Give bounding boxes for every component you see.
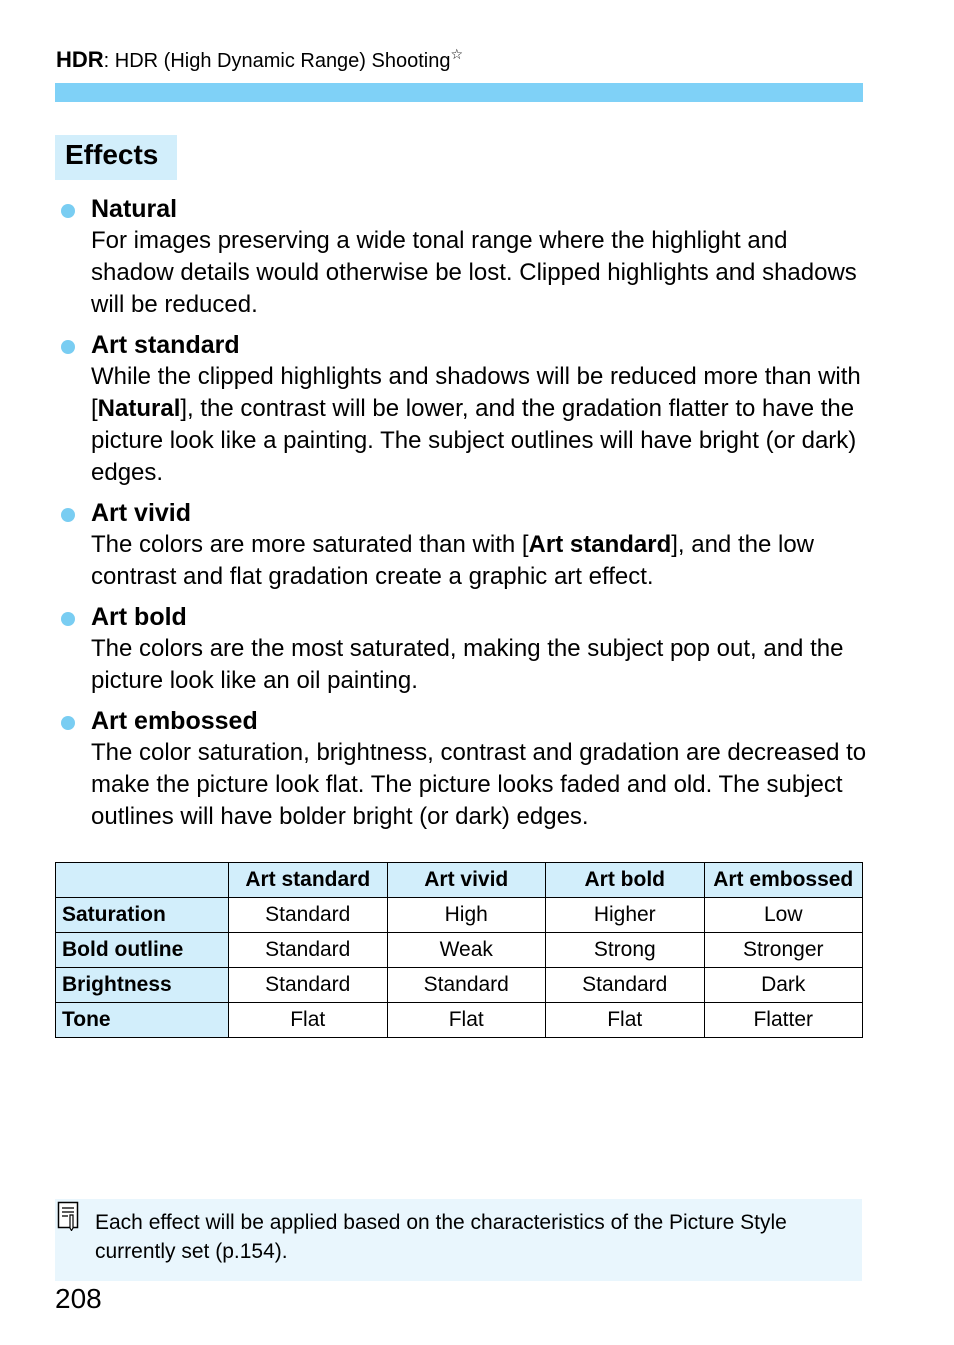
table-cell: Flatter [704, 1003, 863, 1038]
bullet-icon [61, 612, 75, 626]
section-title: Effects [55, 135, 177, 180]
effect-reference: Natural [97, 395, 181, 422]
bullet-icon [61, 340, 75, 354]
table-row-header: Bold outline [56, 933, 229, 968]
effect-item [58, 193, 868, 321]
effect-item [58, 497, 868, 593]
effect-item [58, 601, 868, 697]
table-column-header: Art vivid [387, 863, 546, 898]
table-column-header: Art bold [546, 863, 705, 898]
effect-text: The colors are more saturated than with [ [91, 531, 529, 558]
effect-name: Art standard [91, 331, 240, 359]
table-row [56, 933, 863, 968]
effect-item [58, 705, 868, 833]
table-row-header: Tone [56, 1003, 229, 1038]
table-cell: Standard [546, 968, 705, 1003]
effect-description [58, 633, 868, 697]
effect-description [58, 529, 868, 593]
bullet-icon [61, 508, 75, 522]
effect-text: The color saturation, brightness, contrast and gradation are decreased to make the picture look flat. The picture looks faded and old. The subject outlines will have bolder bright (or dark) edges. [91, 739, 867, 830]
table-row-header: Saturation [56, 898, 229, 933]
hdr-mode-label: HDR [56, 47, 104, 72]
effects-list [58, 193, 868, 841]
effect-name: Art bold [91, 603, 187, 631]
memo-icon [57, 1201, 79, 1231]
table-cell: Standard [229, 898, 388, 933]
table-cell: High [387, 898, 546, 933]
table-cell: Higher [546, 898, 705, 933]
effect-title [58, 329, 868, 361]
note-text: Each effect will be applied based on the characteristics of the Picture Style currently set (p.154). [95, 1211, 787, 1263]
table-row [56, 968, 863, 1003]
effect-text: The colors are the most saturated, making the subject pop out, and the picture look like an oil painting. [91, 635, 844, 694]
effect-text: ], the contrast will be lower, and the gradation flatter to have the picture look like a painting. The subject outlines will have bright (or dark) edges. [91, 395, 857, 486]
table-column-header: Art standard [229, 863, 388, 898]
effect-title [58, 193, 868, 225]
effects-table [55, 862, 863, 1038]
page-number: 208 [55, 1283, 102, 1314]
table-cell: Dark [704, 968, 863, 1003]
effect-name: Natural [91, 195, 178, 223]
header-accent-bar [55, 83, 863, 102]
effect-title [58, 601, 868, 633]
table-cell: Flat [387, 1003, 546, 1038]
table-cell: Low [704, 898, 863, 933]
table-header-row [56, 863, 863, 898]
effect-description [58, 225, 868, 321]
table-cell: Standard [229, 968, 388, 1003]
effect-name: Art vivid [91, 499, 192, 527]
table-cell: Strong [546, 933, 705, 968]
table-row [56, 1003, 863, 1038]
star-icon: ☆ [450, 46, 464, 62]
table-row-header: Brightness [56, 968, 229, 1003]
bullet-icon [61, 204, 75, 218]
table-column-header: Art embossed [704, 863, 863, 898]
table-cell: Flat [546, 1003, 705, 1038]
table-cell: Standard [387, 968, 546, 1003]
effect-title [58, 497, 868, 529]
effect-text: For images preserving a wide tonal range where the highlight and shadow details would otherwise be lost. Clipped highlights and shadows will be reduced. [91, 227, 857, 318]
effect-item [58, 329, 868, 489]
bullet-icon [61, 716, 75, 730]
table-corner-cell [56, 863, 229, 898]
effect-text: While the clipped highlights and shadows will be reduced more than with [ [91, 363, 861, 422]
table-cell: Weak [387, 933, 546, 968]
note-box [55, 1199, 862, 1281]
table-cell: Flat [229, 1003, 388, 1038]
header-title: : HDR (High Dynamic Range) Shooting [103, 50, 451, 72]
effect-text: ], and the low contrast and flat gradation create a graphic art effect. [91, 531, 814, 590]
table-row [56, 898, 863, 933]
effect-description [58, 737, 868, 833]
effect-reference: Art standard [528, 531, 672, 558]
table-cell: Stronger [704, 933, 863, 968]
effect-name: Art embossed [91, 707, 258, 735]
table-cell: Standard [229, 933, 388, 968]
page-header [56, 46, 463, 73]
effect-title [58, 705, 868, 737]
effect-description [58, 361, 868, 489]
